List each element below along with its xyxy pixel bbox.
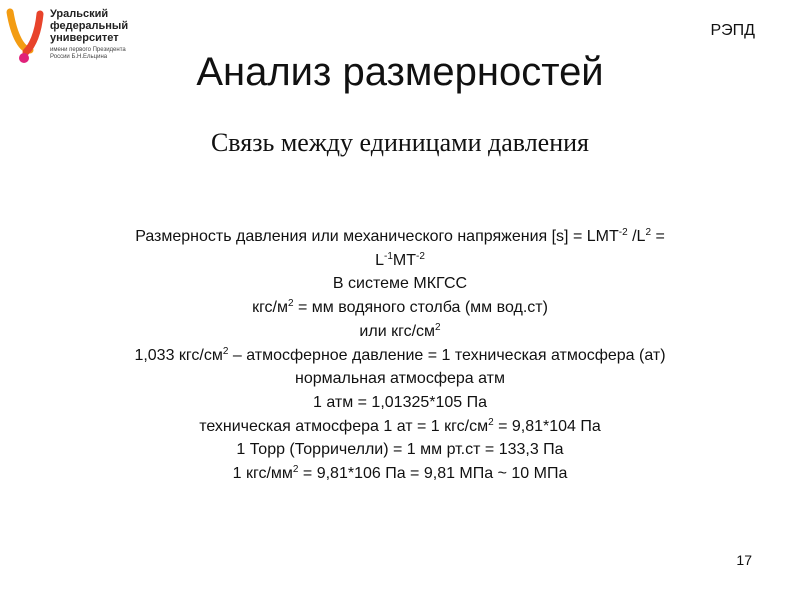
superscript: 2 bbox=[435, 321, 441, 333]
text: – атмосферное давление = 1 техническая атмосфера (ат) bbox=[228, 346, 666, 364]
content-line: В системе МКГСС bbox=[332, 275, 468, 293]
content-line bbox=[40, 249, 760, 273]
logo-sub-line: имени первого Президента bbox=[50, 47, 126, 53]
superscript: 2 bbox=[222, 345, 229, 357]
slide-subtitle: Связь между единицами давления bbox=[210, 128, 590, 157]
superscript: 2 bbox=[645, 227, 651, 238]
text: = bbox=[651, 228, 665, 245]
content-line bbox=[40, 344, 760, 368]
text: 1 кгс/мм bbox=[232, 465, 293, 483]
text: техническая атмосфера 1 ат = 1 кгс/см bbox=[199, 417, 489, 435]
page-number: 17 bbox=[736, 552, 752, 568]
text: = 9,81*104 Па bbox=[493, 417, 601, 435]
superscript: 2 bbox=[288, 298, 294, 310]
logo-name-line: Уральский bbox=[50, 8, 109, 20]
superscript: -1 bbox=[383, 250, 393, 262]
logo-name-line: университет bbox=[50, 32, 119, 44]
superscript: -2 bbox=[416, 250, 425, 262]
course-tag: РЭПД bbox=[710, 22, 755, 39]
text: L bbox=[375, 251, 384, 269]
content-line: 1 атм = 1,01325*105 Па bbox=[312, 393, 488, 411]
text: = мм водяного столба (мм вод.ст) bbox=[293, 299, 548, 317]
content-line bbox=[40, 462, 760, 486]
text: или кгс/см bbox=[359, 322, 436, 340]
content-line: нормальная атмосфера атм bbox=[295, 370, 505, 388]
text: кгс/м bbox=[252, 299, 288, 317]
text: Размерность давления или механического напряжения [s] = LMT bbox=[135, 228, 619, 245]
content-line: 1 Торр (Торричелли) = 1 мм рт.ст = 133,3 Па bbox=[236, 441, 564, 459]
text: = 9,81*106 Па = 9,81 МПа ~ 10 МПа bbox=[298, 465, 568, 483]
content-line bbox=[40, 225, 760, 249]
content-line bbox=[40, 320, 760, 344]
logo-name-line: федеральный bbox=[50, 20, 129, 32]
content-line bbox=[40, 415, 760, 439]
superscript: 2 bbox=[292, 464, 299, 476]
page-title: Анализ размерностей bbox=[196, 50, 604, 94]
text: 1,033 кгс/см bbox=[134, 346, 223, 364]
logo-sub-line: России Б.Н.Ельцина bbox=[50, 54, 108, 60]
superscript: 2 bbox=[488, 416, 494, 428]
content-block bbox=[40, 225, 760, 486]
text: MT bbox=[392, 251, 416, 269]
content-line bbox=[40, 296, 760, 320]
superscript: -2 bbox=[618, 227, 628, 238]
text: /L bbox=[627, 228, 646, 245]
